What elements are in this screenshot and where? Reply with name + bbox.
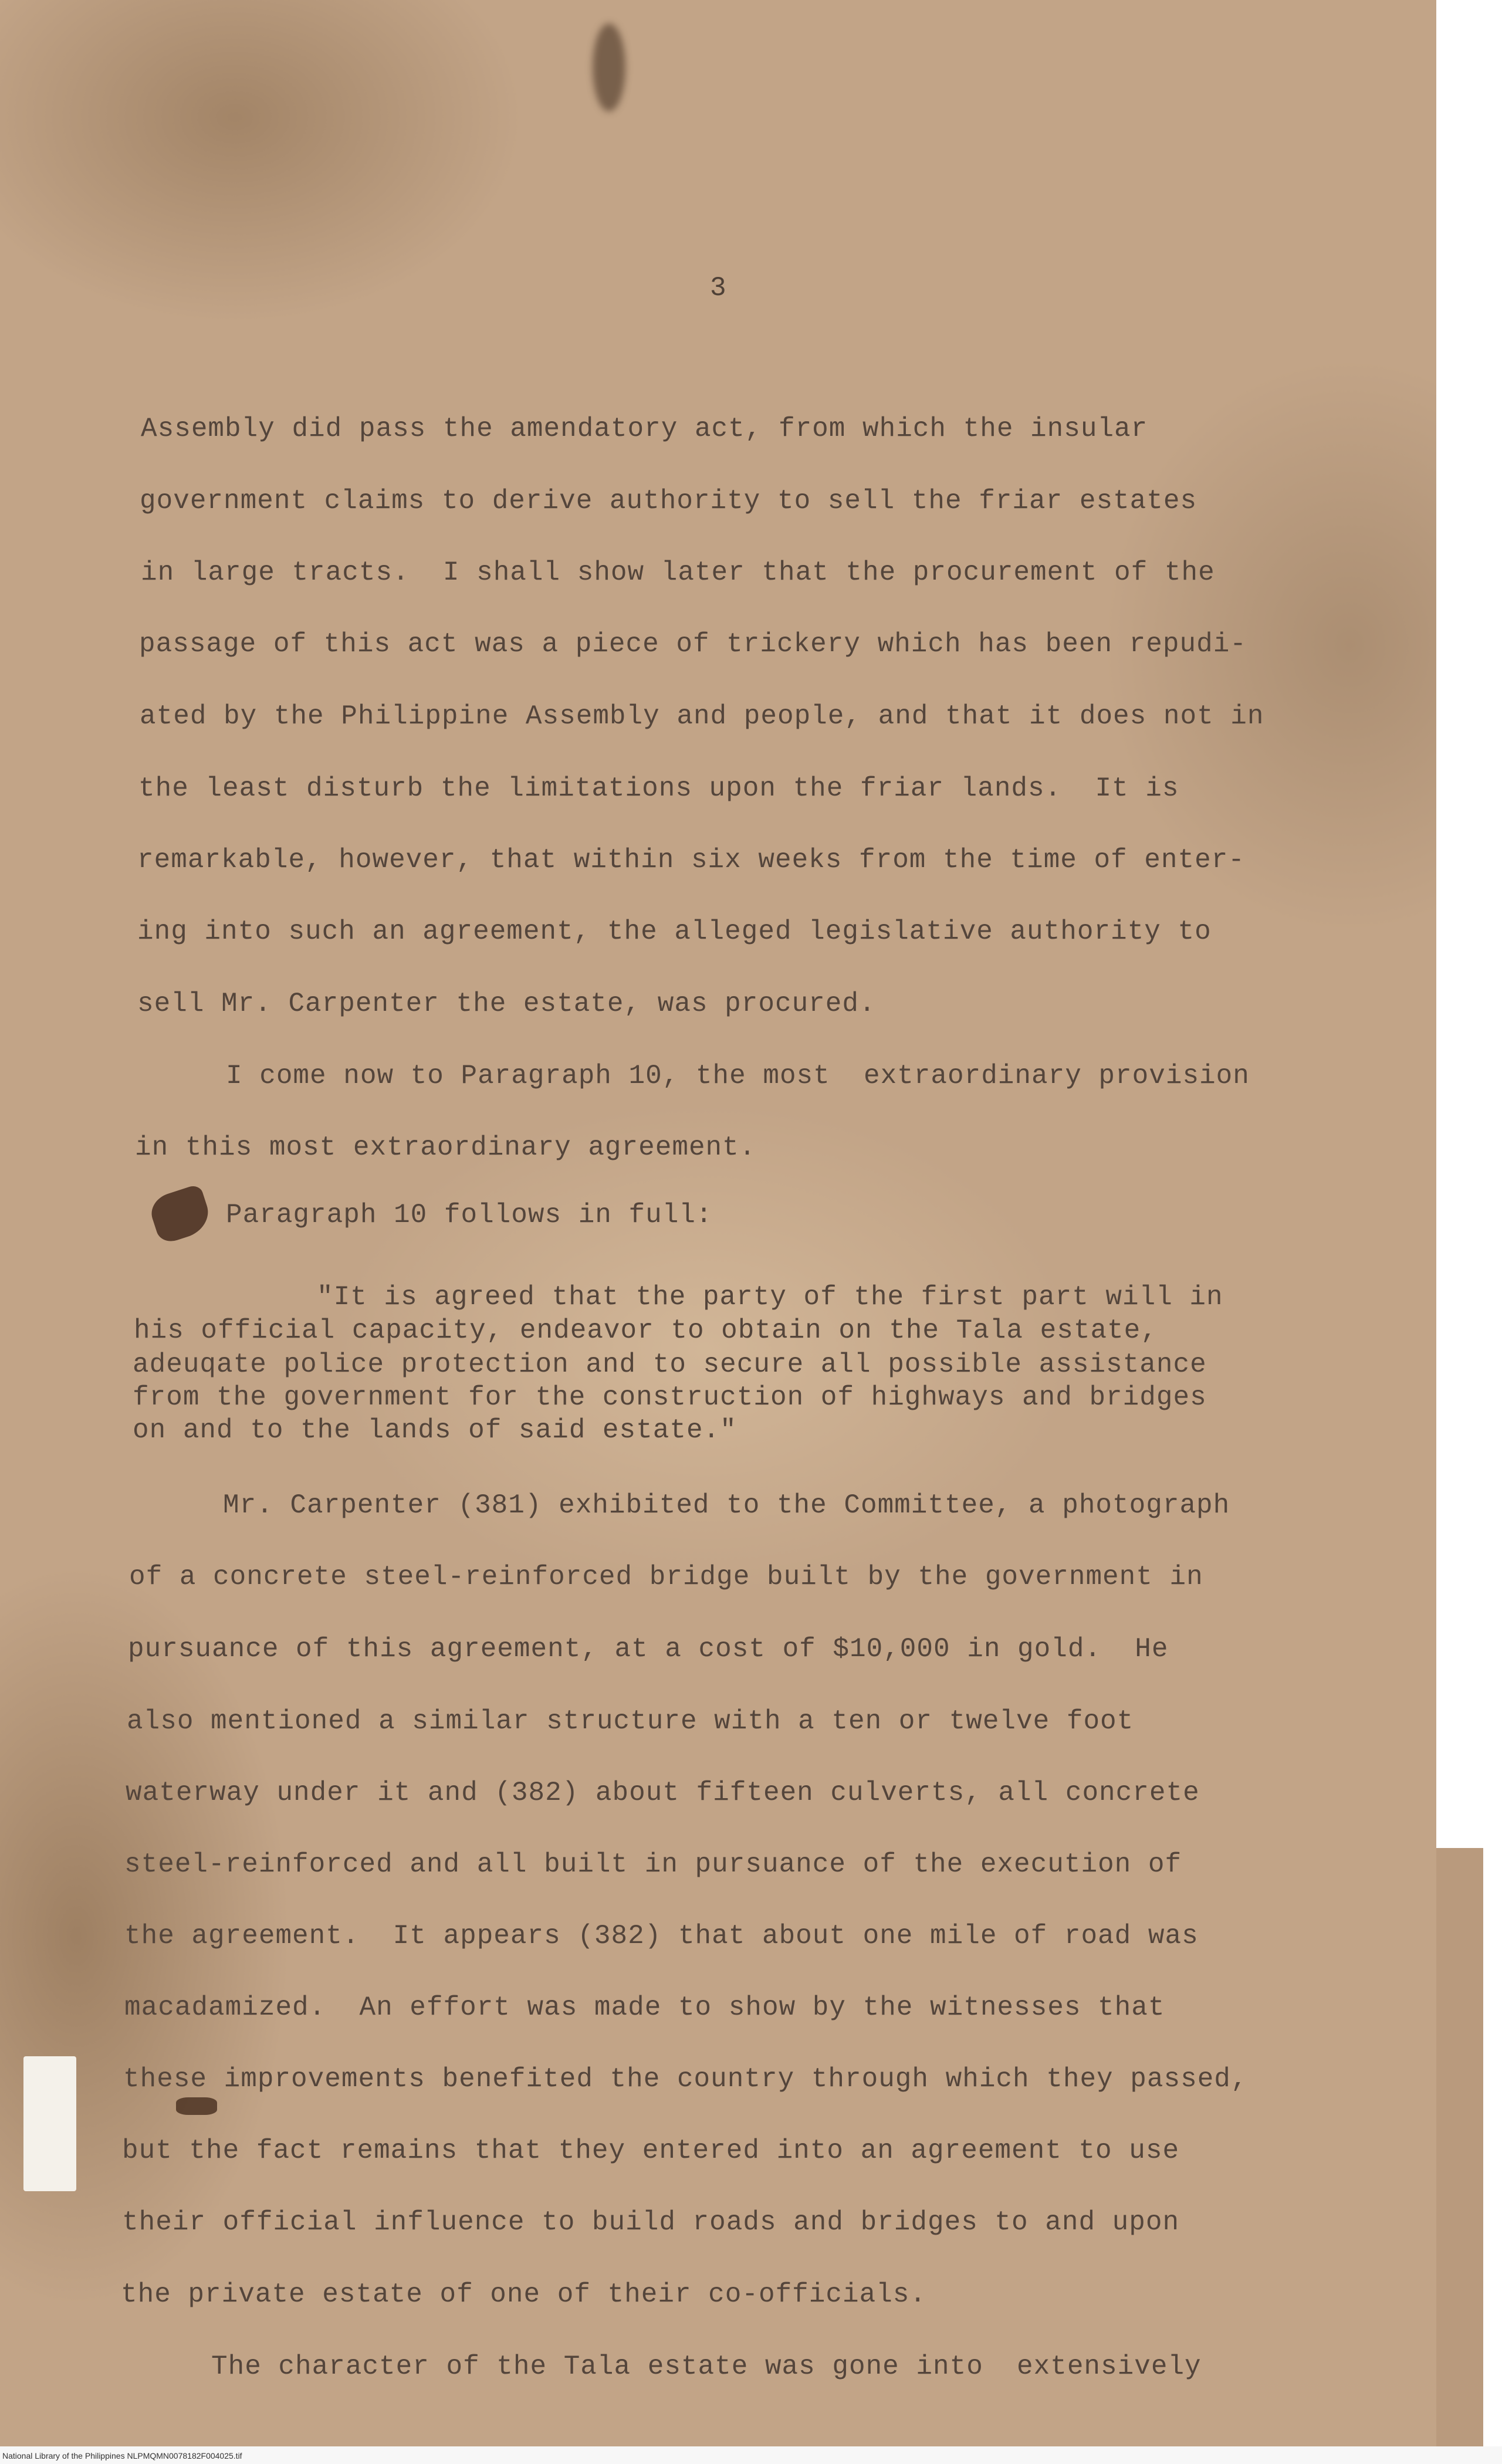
body-line: I come now to Paragraph 10, the most extraordinary provision — [226, 1061, 1250, 1091]
body-line: steel-reinforced and all built in pursuance of the execution of — [124, 1849, 1182, 1880]
quoted-line: from the government for the construction of highways and bridges — [133, 1382, 1207, 1413]
body-line: macadamized. An effort was made to show by the witnesses that — [124, 1992, 1165, 2023]
body-line: Paragraph 10 follows in full: — [226, 1200, 713, 1230]
body-line: The character of the Tala estate was gone into extensively — [211, 2351, 1202, 2382]
body-line: their official influence to build roads and bridges to and upon — [122, 2207, 1180, 2238]
body-line: passage of this act was a piece of trickery which has been repudi- — [139, 629, 1247, 659]
paper-tape — [23, 2056, 76, 2191]
quoted-line: his official capacity, endeavor to obtain on the Tala estate, — [134, 1315, 1158, 1346]
body-line: these improvements benefited the country through which they passed, — [123, 2064, 1248, 2094]
body-line: of a concrete steel-reinforced bridge built by the government in — [129, 1562, 1203, 1592]
body-line: in this most extraordinary agreement. — [135, 1132, 756, 1163]
body-line: remarkable, however, that within six weeks from the time of enter- — [137, 845, 1245, 875]
ink-stain — [593, 23, 625, 111]
body-line: the agreement. It appears (382) that about one mile of road was — [124, 1921, 1199, 1951]
body-line: in large tracts. I shall show later that the procurement of the — [141, 557, 1215, 588]
quoted-line: adeuqate police protection and to secure all possible assistance — [133, 1349, 1207, 1380]
body-line: Assembly did pass the amendatory act, from which the insular — [141, 414, 1148, 444]
page-number: 3 — [710, 273, 726, 303]
body-line: pursuance of this agreement, at a cost of $10,000 in gold. He — [128, 1634, 1169, 1664]
body-line: ing into such an agreement, the alleged legislative authority to — [137, 916, 1212, 947]
body-line: waterway under it and (382) about fifteen culverts, all concrete — [126, 1778, 1200, 1808]
body-line: the least disturb the limitations upon the friar lands. It is — [138, 773, 1179, 804]
quoted-line: on and to the lands of said estate." — [133, 1415, 737, 1446]
paper-edge — [1436, 1848, 1483, 2464]
body-line: ated by the Philippine Assembly and people, and that it does not in — [140, 701, 1264, 732]
body-line: but the fact remains that they entered into an agreement to use — [122, 2135, 1180, 2166]
body-line: sell Mr. Carpenter the estate, was procured. — [137, 989, 876, 1019]
quoted-line: "It is agreed that the party of the first part will in — [317, 1282, 1223, 1312]
body-line: the private estate of one of their co-officials. — [121, 2279, 927, 2310]
scan-footer: National Library of the Philippines NLPMQMN0078182F004025.tif — [2, 2451, 242, 2460]
ink-blot-small — [176, 2097, 217, 2115]
body-line: also mentioned a similar structure with a ten or twelve foot — [127, 1706, 1134, 1737]
body-line: Mr. Carpenter (381) exhibited to the Committee, a photograph — [223, 1490, 1230, 1521]
body-line: government claims to derive authority to sell the friar estates — [140, 486, 1197, 516]
